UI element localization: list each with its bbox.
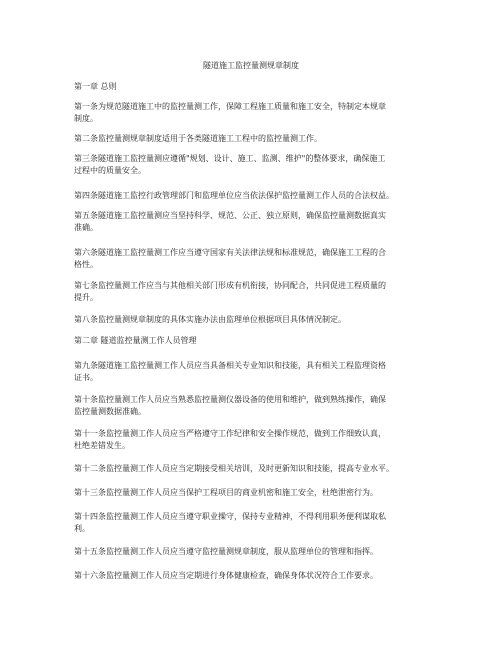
article-6: 第六条隧道施工监控量测工作应当遵守国家有关法律法规和标准规范，确保施工工程的合 格性。 — [74, 248, 386, 269]
article-3: 第三条隧道施工监控量测应遵循"规划、设计、施工、监测、维护"的整体要求，确保施工 过程中的质量安全。 — [74, 154, 386, 175]
article-13: 第十三条监控量测工作人员应当保护工程项目的商业机密和施工安全，杜绝泄密行为。 — [74, 488, 378, 497]
document-title: 隧道施工监控量测规章制度 — [203, 61, 299, 70]
article-15: 第十五条监控量测工作人员应当遵守监控量测规章制度，服从监理单位的管理和指挥。 — [74, 547, 378, 556]
article-16: 第十六条监控量测工作人员应当定期进行身体健康检查，确保身体状况符合工作要求。 — [74, 571, 378, 580]
article-1: 第一条为规范隧道施工中的监控量测工作，保障工程施工质量和施工安全，特制定本规章 制度。 — [74, 102, 386, 123]
article-8: 第八条监控量测规章制度的具体实施办法由监理单位根据项目具体情况制定。 — [74, 315, 346, 324]
article-4: 第四条隧道施工监控行政管理部门和监理单位应当依法保护监控量测工作人员的合法权益。 — [74, 191, 394, 200]
article-7: 第七条监控量测工作应当与其他相关部门形成有机衔接，协同配合，共同促进工程质量的 提升。 — [74, 281, 386, 302]
article-5: 第五条隧道施工监控量测应当坚持科学、规范、公正、独立原则，确保监控量测数据真实 准确。 — [74, 211, 386, 232]
article-10: 第十条监控量测工作人员应当熟悉监控量测仪器设备的使用和维护，做到熟练操作，确保 监控量测数据准确。 — [74, 395, 386, 416]
chapter-2-heading: 第二章 隧道监控量测工作人员管理 — [74, 336, 197, 345]
article-9: 第九条隧道施工监控量测工作人员应当具备相关专业知识和技能，具有相关工程监理资格 证书。 — [74, 361, 386, 382]
article-11: 第十一条监控量测工作人员应当严格遵守工作纪律和安全操作规范，做到工作细致认真， 杜绝差错发生。 — [74, 429, 386, 450]
article-2: 第二条监控量测规章制度适用于各类隧道施工工程中的监控量测工作。 — [74, 134, 322, 143]
chapter-1-heading: 第一章 总则 — [74, 82, 117, 91]
article-12: 第十二条监控量测工作人员应当定期接受相关培训，及时更新知识和技能，提高专业水平。 — [74, 464, 394, 473]
article-14: 第十四条监控量测工作人员应当遵守职业操守，保持专业精神，不得利用职务便利谋取私 利。 — [74, 512, 386, 533]
